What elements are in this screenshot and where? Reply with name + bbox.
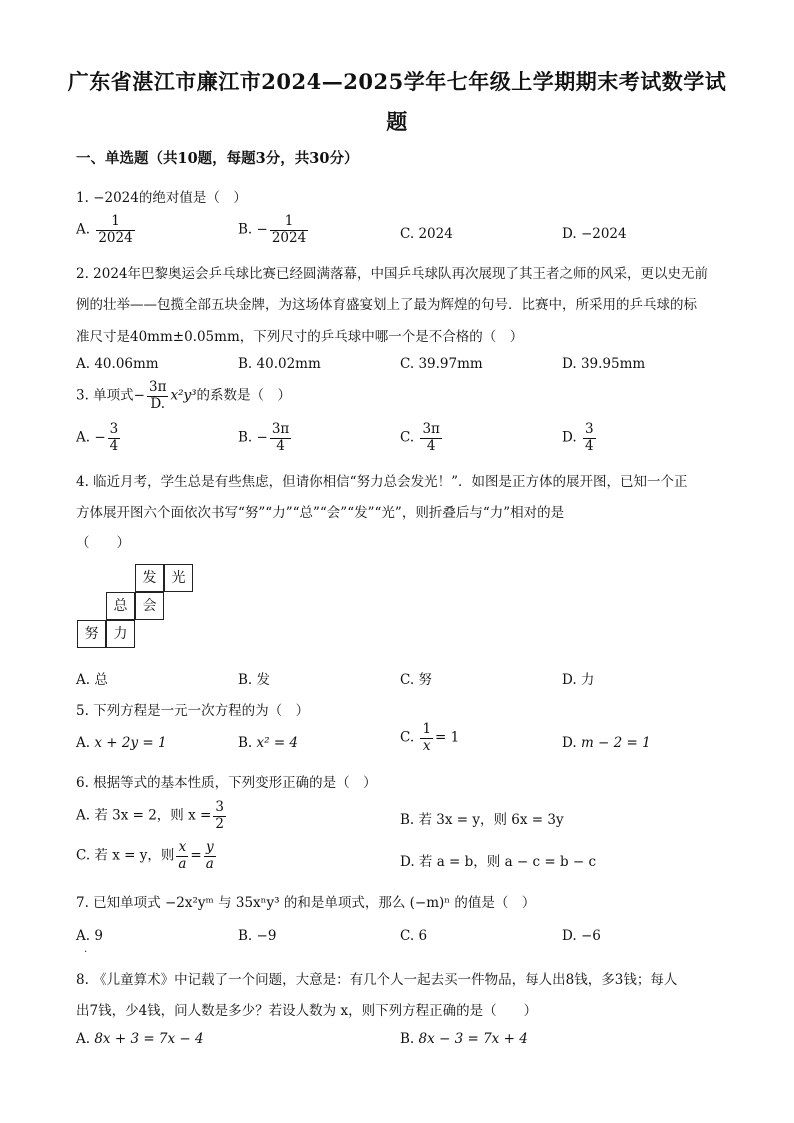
question-4-line-1: 4. 临近月考，学生总是有些焦虑，但请你相信“努力总会发光！”．如图是正方体的展开图，已知一个正 — [76, 474, 688, 490]
q2-option-c[interactable]: C. 39.97mm — [400, 356, 483, 372]
q6-option-d[interactable]: D. 若 a = b，则 a − c = b − c — [400, 854, 597, 870]
cube-net-diagram — [76, 562, 196, 652]
fraction: $\frac{3\pi}{D.}$ — [148, 379, 167, 412]
q4-option-a[interactable]: A. 总 — [76, 672, 108, 688]
q3-option-c[interactable]: C. $\frac{3\pi}{4}$ — [400, 421, 440, 454]
question-3-stem: 3. 单项式− $\frac{3\pi}{D.}$ x²y³的系数是（ ） — [76, 379, 292, 412]
q8-option-a[interactable]: A. 8x + 3 = 7x − 4 — [76, 1031, 204, 1047]
q3-option-d[interactable]: D. $\frac{3}{4}$ — [562, 421, 594, 454]
question-7-stem: 7. 已知单项式 −2x²yᵐ 与 35xⁿy³ 的和是单项式，那么 (−m)ⁿ 的值是（ ） — [76, 895, 536, 911]
net-cell: 努 — [77, 620, 106, 648]
question-4-line-2: 方体展开图六个面依次书写“努”“力”“总”“会”“发”“光”，则折叠后与“力”相对的是 — [76, 505, 565, 521]
q6-option-c[interactable]: C. 若 x = y，则 $\frac{x}{a}$ = $\frac{y}{a}$ — [76, 839, 214, 872]
net-cell: 发 — [135, 564, 164, 592]
q7-option-b[interactable]: B. −9 — [238, 928, 277, 944]
fraction: $\frac{1}{2024}$ — [98, 213, 133, 246]
section-heading: 一、单选题（共10题，每题3分，共30分） — [76, 150, 359, 167]
net-cell: 力 — [106, 620, 135, 648]
fraction: $\frac{3\pi}{4}$ — [422, 421, 440, 454]
question-5-stem: 5. 下列方程是一元一次方程的为（ ） — [76, 703, 310, 719]
fraction: $\frac{1}{x}$ — [422, 721, 432, 754]
q2-option-b[interactable]: B. 40.02mm — [238, 356, 321, 372]
exam-title: 广东省湛江市廉江市2024—2025学年七年级上学期期末考试数学试 — [67, 69, 727, 94]
fraction: $\frac{3\pi}{4}$ — [271, 421, 290, 454]
question-8-line-1: 8. 《儿童算术》中记载了一个问题，大意是：有几个人一起去买一件物品，每人出8钱，多3钱；每人 — [76, 972, 678, 988]
q1-option-d[interactable]: D. −2024 — [562, 226, 627, 242]
q1-option-c[interactable]: C. 2024 — [400, 226, 453, 242]
question-2-line-2: 例的壮举——包揽全部五块金牌，为这场体育盛宴划上了最为辉煌的句号．比赛中，所采用的乒乓球的标 — [76, 297, 697, 313]
q3-option-b[interactable]: B. − $\frac{3\pi}{4}$ — [238, 421, 290, 454]
q2-option-d[interactable]: D. 39.95mm — [562, 356, 646, 372]
question-4-line-3: （ ） — [76, 535, 130, 551]
net-cell: 会 — [135, 592, 164, 620]
fraction: $\frac{x}{a}$ — [178, 839, 187, 872]
q8-option-b[interactable]: B. 8x − 3 = 7x + 4 — [400, 1031, 528, 1047]
fraction: $\frac{3}{2}$ — [215, 799, 224, 832]
fraction: $\frac{3}{4}$ — [584, 421, 594, 454]
q7-option-c[interactable]: C. 6 — [400, 928, 428, 944]
net-cell: 总 — [106, 592, 135, 620]
fraction: $\frac{3}{4}$ — [109, 421, 119, 454]
q2-option-a[interactable]: A. 40.06mm — [76, 356, 159, 372]
q5-option-c[interactable]: C. $\frac{1}{x}$ = 1 — [400, 721, 460, 754]
q7-option-d[interactable]: D. −6 — [562, 928, 601, 944]
fraction: $\frac{1}{2024}$ — [271, 213, 307, 246]
question-6-stem: 6. 根据等式的基本性质，下列变形正确的是（ ） — [76, 775, 377, 791]
question-2-line-3: 准尺寸是40mm±0.05mm，下列尺寸的乒乓球中哪一个是不合格的（ ） — [76, 329, 524, 345]
q5-option-a[interactable]: A. x + 2y = 1 — [76, 735, 167, 751]
q4-option-d[interactable]: D. 力 — [562, 672, 595, 688]
q1-option-b[interactable]: B. − $\frac{1}{2024}$ — [238, 213, 307, 246]
q4-option-c[interactable]: C. 努 — [400, 672, 432, 688]
fraction: $\frac{y}{a}$ — [205, 839, 214, 872]
q3-option-a[interactable]: A. − $\frac{3}{4}$ — [76, 421, 119, 454]
question-2-line-1: 2. 2024年巴黎奥运会乒乓球比赛已经圆满落幕，中国乒乓球队再次展现了其王者之师的风采，更以史无前 — [76, 266, 709, 282]
q6-option-a[interactable]: A. 若 3x = 2，则 x = $\frac{3}{2}$ — [76, 799, 224, 832]
question-1-stem: 1. −2024的绝对值是（ ） — [76, 190, 247, 206]
stray-mark: . — [84, 944, 88, 955]
q4-option-b[interactable]: B. 发 — [238, 672, 271, 688]
q5-option-d[interactable]: D. m − 2 = 1 — [562, 735, 651, 751]
q6-option-b[interactable]: B. 若 3x = y，则 6x = 3y — [400, 812, 564, 828]
question-8-line-2: 出7钱，少4钱，问人数是多少？若设人数为 x，则下列方程正确的是（ ） — [76, 1003, 538, 1019]
q5-option-b[interactable]: B. x² = 4 — [238, 735, 299, 751]
q7-option-a[interactable]: A. 9 — [76, 928, 103, 944]
exam-title-continued: 题 — [386, 109, 408, 134]
net-cell: 光 — [164, 564, 193, 592]
q1-option-a[interactable]: A. $\frac{1}{2024}$ — [76, 213, 133, 246]
